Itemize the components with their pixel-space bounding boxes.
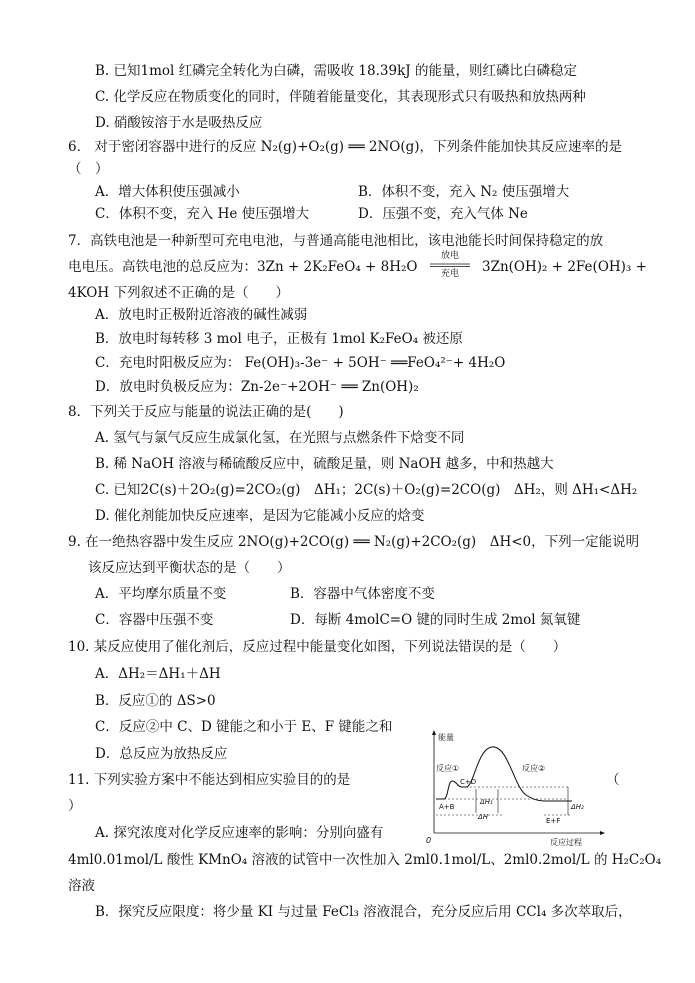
q6-option-c: C．体积不变，充入 He 使压强增大 <box>95 206 310 222</box>
arrow-label-charge: 充电 <box>440 269 459 279</box>
question-9: 9. 在一绝热容器中发生反应 2NO(g)+2CO(g) ══ N₂(g)+2CO₂(g) ΔH<0，下列一定能说明 <box>68 534 640 550</box>
label-dh1: ΔH₁ <box>480 798 493 806</box>
question-8: 8．下列关于反应与能量的说法正确的是( ) <box>68 404 344 420</box>
question-7: 7．高铁电池是一种新型可充电电池，与普通高能电池相比，该电池能长时间保持稳定的放 <box>68 233 604 249</box>
q6-option-a: A．增大体积使压强减小 <box>95 184 240 200</box>
label-dh: ΔH <box>478 813 489 821</box>
question-7-reaction-right: 3Zn(OH)₂ + 2Fe(OH)₃ + <box>482 259 647 275</box>
q6-option-b: B．体积不变，充入 N₂ 使压强增大 <box>358 184 570 200</box>
q10-option-a: A．ΔH₂＝ΔH₁＋ΔH <box>95 666 221 682</box>
question-7-stem: 4KOH 下列叙述不正确的是（ ） <box>68 285 289 301</box>
arrow-label-discharge: 放电 <box>440 251 459 261</box>
label-cd: C+D <box>460 778 477 786</box>
q7-option-d: D．放电时负极反应为：Zn-2e⁻+2OH⁻ ══ Zn(OH)₂ <box>95 379 419 395</box>
reversible-arrow <box>428 262 472 268</box>
q8-option-c: C. 已知2C(s)＋2O₂(g)=2CO₂(g) ΔH₁；2C(s)＋O₂(g)=2CO(g) ΔH₂，则 ΔH₁<ΔH₂ <box>95 482 638 498</box>
y-axis-label: 能量 <box>438 733 454 742</box>
q11-option-a-line1: A. 探究浓度对化学反应速率的影响：分别向盛有 <box>95 825 384 841</box>
y-axis-arrow-icon <box>432 730 436 735</box>
q10-option-d: D．总反应为放热反应 <box>95 746 228 762</box>
energy-diagram <box>422 714 627 847</box>
question-11-paren-left: （ <box>606 772 620 788</box>
q9-option-b: B．容器中气体密度不变 <box>290 586 435 602</box>
question-6-paren: （ ） <box>68 161 109 177</box>
question-6: 6． 对于密闭容器中进行的反应 N₂(g)+O₂(g) ══ 2NO(g)，下列条件能加快其反应速率的是 <box>68 139 623 155</box>
q7-option-c: C．充电时阳极反应为： Fe(OH)₃-3e⁻ + 5OH⁻ ══FeO₄²⁻+ 4H₂O <box>95 355 506 371</box>
q8-option-b: B. 稀 NaOH 溶液与稀硫酸反应中，硫酸足量，则 NaOH 越多，中和热越大 <box>95 456 554 472</box>
question-9-stem: 该反应达到平衡状态的是（ ） <box>88 560 291 576</box>
label-reaction-1: 反应① <box>436 764 460 773</box>
question-10: 10. 某反应使用了催化剂后，反应过程中能量变化如图，下列说法错误的是（ ） <box>68 639 567 655</box>
x-axis-arrow-icon <box>600 831 605 835</box>
q10-option-c: C．反应②中 C、D 键能之和小于 E、F 键能之和 <box>95 719 393 735</box>
q9-option-c: C．容器中压强不变 <box>95 612 214 628</box>
origin-label: 0 <box>426 836 432 845</box>
q6-option-d: D．压强不变，充入气体 Ne <box>358 206 528 222</box>
line-q5-option-b: B. 已知1mol 红磷完全转化为白磷，需吸收 18.39kJ 的能量，则红磷比白磷稳定 <box>95 63 577 79</box>
label-ef: E+F <box>546 817 561 825</box>
q9-option-a: A．平均摩尔质量不变 <box>95 586 227 602</box>
x-axis-label: 反应过程 <box>550 838 582 847</box>
q7-option-a: A．放电时正极附近溶液的碱性减弱 <box>95 307 308 323</box>
q9-option-d: D．每断 4molC=O 键的同时生成 2mol 氮氧键 <box>290 612 581 628</box>
q11-option-a-line2: 4ml0.01mol/L 酸性 KMnO₄ 溶液的试管中一次性加入 2ml0.1mol/L、2ml0.2mol/L 的 H₂C₂O₄ <box>68 852 662 868</box>
question-11: 11. 下列实验方案中不能达到相应实验目的的是 <box>68 772 351 788</box>
label-reaction-2: 反应② <box>522 764 546 773</box>
question-11-paren-right: ） <box>68 798 82 814</box>
question-7-reaction-left: 电电压。高铁电池的总反应为：3Zn + 2K₂FeO₄ + 8H₂O <box>68 259 418 275</box>
q8-option-a: A. 氢气与氯气反应生成氯化氢，在光照与点燃条件下焓变不同 <box>95 430 465 446</box>
energy-curve <box>436 747 572 801</box>
label-dh2: ΔH₂ <box>571 803 584 811</box>
q7-option-b: B．放电时每转移 3 mol 电子，正极有 1mol K₂FeO₄ 被还原 <box>95 331 463 347</box>
line-q5-option-d: D. 硝酸铵溶于水是吸热反应 <box>95 115 263 131</box>
q11-option-b: B．探究反应限度：将少量 KI 与过量 FeCl₃ 溶液混合，充分反应后用 CCl₄ 多次萃取后， <box>95 904 632 920</box>
q11-option-a-line3: 溶液 <box>68 878 95 894</box>
label-ab: A+B <box>439 803 455 811</box>
q10-option-b: B．反应①的 ΔS>0 <box>95 693 216 709</box>
line-q5-option-c: C. 化学反应在物质变化的同时，伴随着能量变化，其表现形式只有吸热和放热两种 <box>95 89 586 105</box>
q8-option-d: D. 催化剂能加快反应速率，是因为它能减小反应的焓变 <box>95 508 425 524</box>
